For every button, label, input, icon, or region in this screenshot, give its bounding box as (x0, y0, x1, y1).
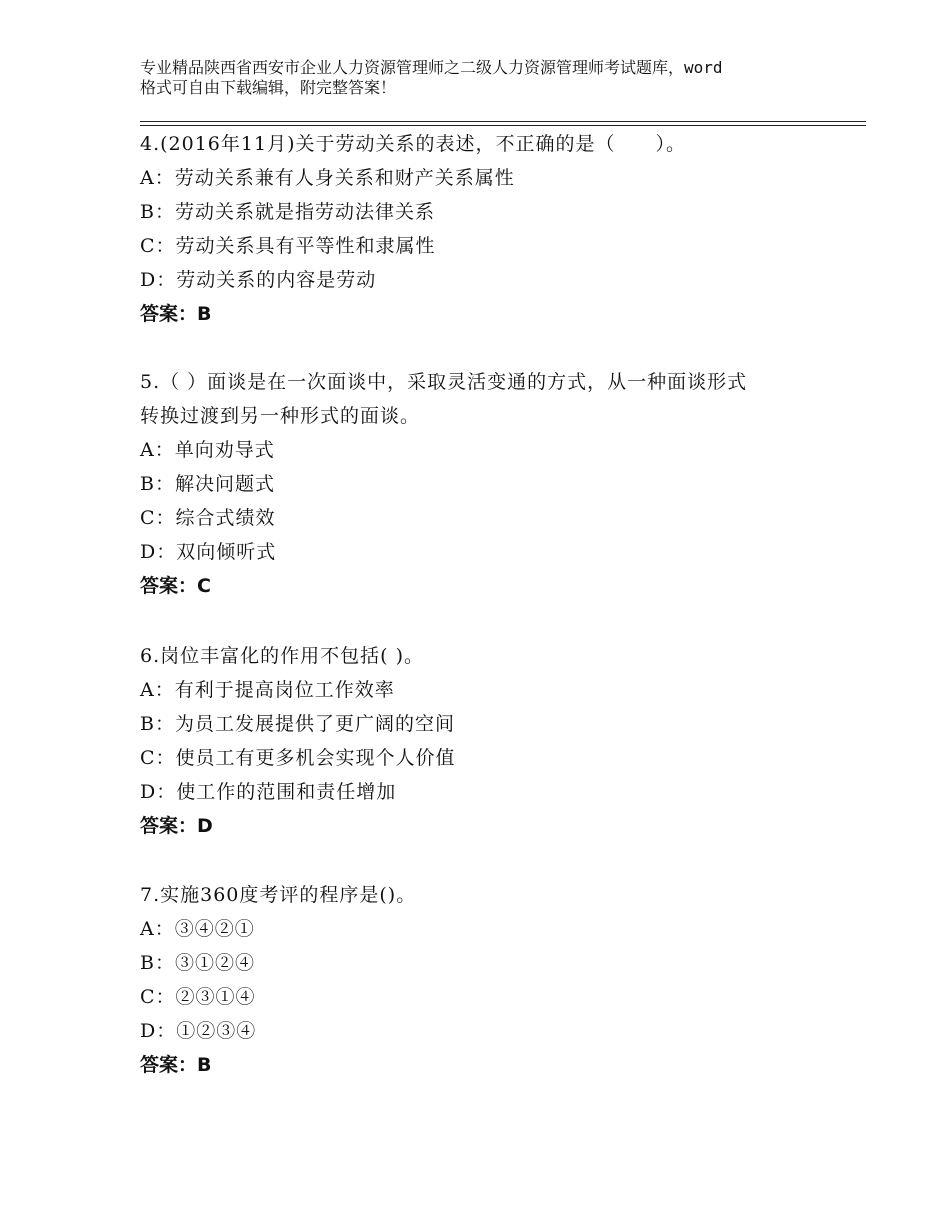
document-header (140, 58, 860, 98)
answer-label: 答案：D (140, 815, 213, 837)
option-c: C：使员工有更多机会实现个人价值 (140, 747, 456, 769)
header-line-2: 格式可自由下载编辑，附完整答案！ (140, 78, 397, 97)
option-b: B：为员工发展提供了更广阔的空间 (140, 713, 455, 735)
option-d: D：双向倾听式 (140, 541, 277, 563)
answer-label: 答案：B (140, 1054, 212, 1076)
header-line-1: 专业精品陕西省西安市企业人力资源管理师之二级人力资源管理师考试题库，word (140, 58, 723, 77)
option-b: B：劳动关系就是指劳动法律关系 (140, 201, 435, 223)
option-b: B：③①②④ (140, 952, 255, 974)
question-stem: 5.（ ）面谈是在一次面谈中，采取灵活变通的方式，从一种面谈形式 (140, 371, 748, 393)
header-rule-top (140, 121, 866, 122)
option-a: A：劳动关系兼有人身关系和财产关系属性 (140, 167, 515, 189)
option-a: A：③④②① (140, 918, 255, 940)
option-c: C：综合式绩效 (140, 507, 276, 529)
answer-label: 答案：B (140, 303, 212, 325)
option-a: A：有利于提高岗位工作效率 (140, 679, 395, 701)
answer-label: 答案：C (140, 575, 211, 597)
question-block (140, 127, 860, 331)
question-stem-continued: 转换过渡到另一种形式的面谈。 (140, 405, 421, 427)
question-block (140, 878, 860, 1082)
option-d: D：①②③④ (140, 1020, 257, 1042)
option-c: C：劳动关系具有平等性和隶属性 (140, 235, 436, 257)
question-stem: 4.(2016年11月)关于劳动关系的表述，不正确的是（ ）。 (140, 133, 686, 155)
option-c: C：②③①④ (140, 986, 256, 1008)
option-d: D：劳动关系的内容是劳动 (140, 269, 377, 291)
option-b: B：解决问题式 (140, 473, 275, 495)
option-d: D：使工作的范围和责任增加 (140, 781, 397, 803)
header-rule-bottom (140, 125, 866, 126)
question-stem: 6.岗位丰富化的作用不包括( )。 (140, 645, 424, 667)
question-block (140, 639, 860, 843)
question-stem: 7.实施360度考评的程序是()。 (140, 884, 417, 906)
option-a: A：单向劝导式 (140, 439, 275, 461)
question-block (140, 365, 860, 603)
